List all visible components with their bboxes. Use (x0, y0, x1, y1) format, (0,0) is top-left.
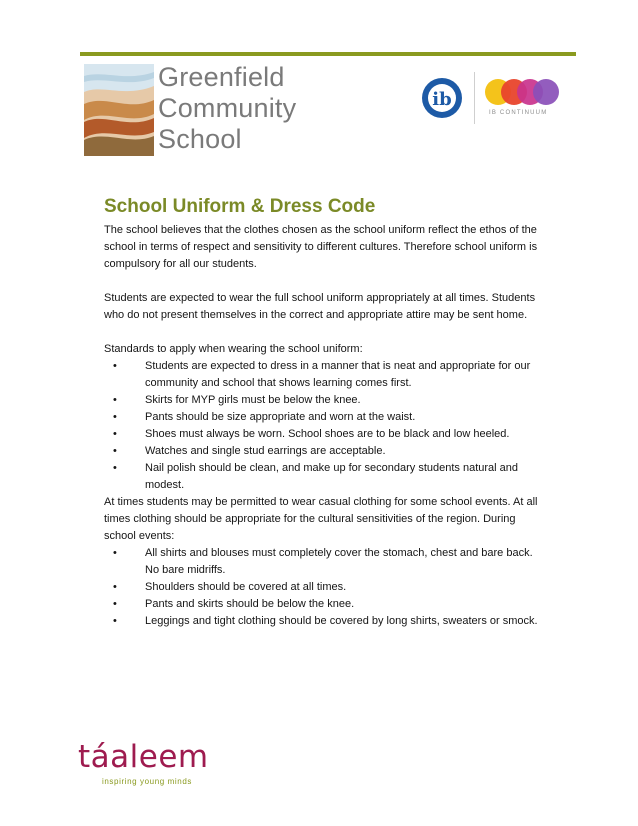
school-name (158, 62, 296, 155)
list-item: • Skirts for MYP girls must be below the knee. (104, 392, 544, 409)
list-item: • Watches and single stud earrings are acceptable. (104, 443, 544, 460)
list-item: • Nail polish should be clean, and make up for secondary students natural and modest. (104, 460, 544, 494)
document-body (104, 222, 544, 630)
taaleem-tagline: inspiring young minds (102, 777, 192, 786)
intro-paragraph: Students are expected to wear the full school uniform appropriately at all times. Students who do not present themselves in the correct and appropriate attire may be sent home. (104, 292, 536, 321)
school-name-line: Community (158, 93, 297, 123)
school-name-line: School (158, 124, 242, 154)
standards-list (104, 358, 544, 494)
event-rules-list (104, 545, 544, 630)
list-item: • Shoes must always be worn. School shoes are to be black and low heeled. (104, 426, 544, 443)
ib-logo-icon (421, 77, 463, 119)
list-item: • All shirts and blouses must completely cover the stomach, chest and bare back. No bare midriffs. (104, 545, 544, 579)
school-name-line: Greenfield (158, 62, 285, 92)
taaleem-logo (78, 740, 209, 786)
header-divider (474, 72, 475, 124)
list-item: • Leggings and tight clothing should be covered by long shirts, sweaters or smock. (104, 613, 544, 630)
list-item: • Pants should be size appropriate and worn at the waist. (104, 409, 544, 426)
ib-logo-text: ib (432, 89, 452, 110)
ib-continuum-logo-icon (484, 78, 564, 106)
standards-heading: Standards to apply when wearing the school uniform: (104, 343, 363, 355)
list-item: • Pants and skirts should be below the knee. (104, 596, 544, 613)
taaleem-brand-text: táaleem (78, 739, 209, 775)
casual-clothing-paragraph: At times students may be permitted to wear casual clothing for some school events. At all times clothing should be appropriate for the cultural sensitivities of the region. During school events: (104, 496, 538, 542)
header-rule (80, 52, 576, 56)
school-logo-icon (84, 64, 154, 156)
list-item: • Shoulders should be covered at all times. (104, 579, 544, 596)
list-item: • Students are expected to dress in a manner that is neat and appropriate for our community and school that shows learning comes first. (104, 358, 544, 392)
page-title: School Uniform & Dress Code (104, 196, 376, 217)
intro-paragraph: The school believes that the clothes chosen as the school uniform reflect the ethos of the school in terms of respect and sensitivity to different cultures. Therefore school uniform is compulsory for all our students. (104, 224, 538, 270)
ib-continuum-label: IB CONTINUUM (489, 110, 548, 116)
